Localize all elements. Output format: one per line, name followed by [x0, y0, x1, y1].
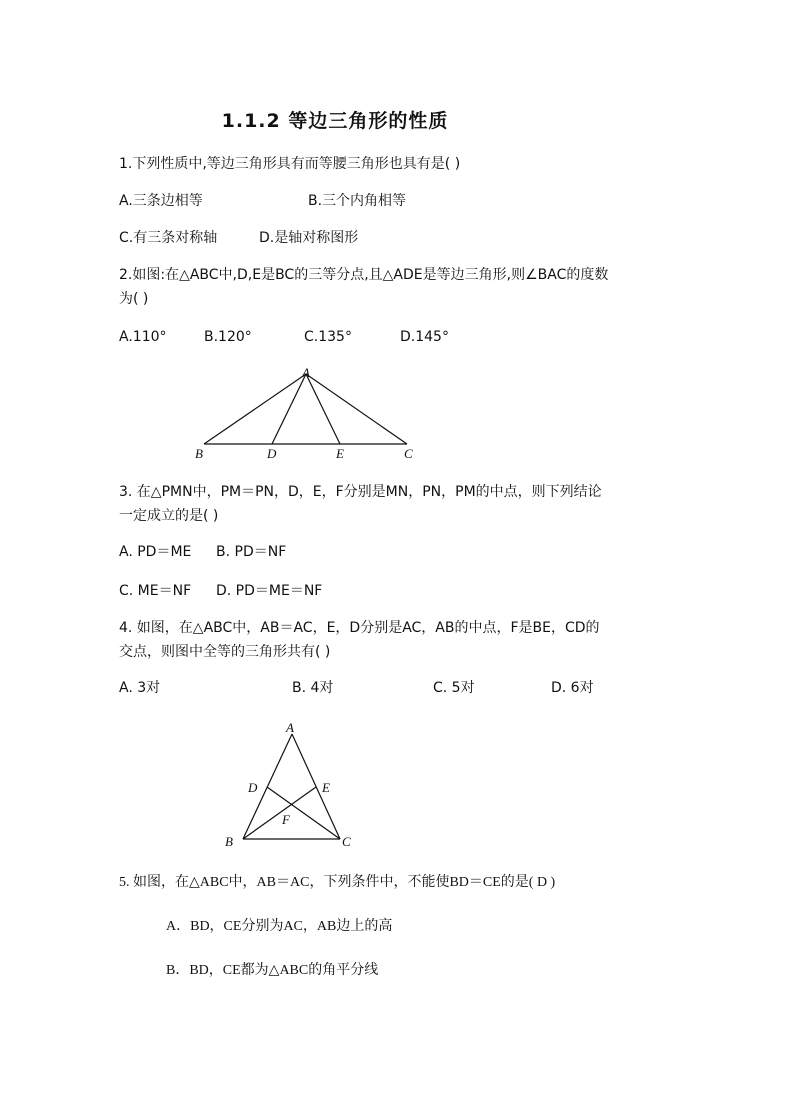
question-4-figure — [220, 712, 370, 854]
label-c: C — [342, 834, 351, 849]
label-e: E — [336, 446, 344, 461]
question-2-option-b: B.120° — [204, 329, 252, 345]
question-5-option-a: A．BD，CE分别为AC，AB边上的高 — [166, 919, 393, 934]
segment-ac — [292, 734, 340, 839]
question-3-option-a: A. PD＝ME — [119, 544, 192, 560]
page-title: 1.1.2 等边三角形的性质 — [221, 110, 449, 132]
question-1-stem: 1.下列性质中,等边三角形具有而等腰三角形也具有是( ) — [119, 156, 461, 172]
question-5-option-b: B．BD，CE都为△ABC的角平分线 — [166, 963, 379, 978]
question-4-option-d: D. 6对 — [551, 680, 594, 696]
label-a: A — [302, 365, 310, 380]
question-2-figure — [190, 362, 425, 464]
question-4-option-a: A. 3对 — [119, 680, 161, 696]
question-5-stem: 5. 如图，在△ABC中，AB＝AC，下列条件中，不能使BD＝CE的是( D ) — [119, 875, 556, 890]
question-3-option-c: C. ME＝NF — [119, 583, 192, 599]
label-b: B — [225, 834, 233, 849]
question-3-stem-line1: 3. 在△PMN中，PM＝PN，D，E，F分别是MN，PN，PM的中点，则下列结论 — [119, 484, 602, 500]
segment-ab — [204, 374, 306, 444]
label-c: C — [404, 446, 413, 461]
question-1-option-c: C.有三条对称轴 — [119, 230, 218, 246]
segment-ac — [306, 374, 407, 444]
question-4-option-b: B. 4对 — [292, 680, 334, 696]
question-1-option-b: B.三个内角相等 — [308, 193, 407, 209]
question-4-option-c: C. 5对 — [433, 680, 475, 696]
question-1-option-a: A.三条边相等 — [119, 193, 203, 209]
label-e: E — [322, 780, 330, 795]
label-b: B — [195, 446, 203, 461]
label-a: A — [286, 720, 294, 735]
segment-ad — [272, 374, 306, 444]
question-2-option-d: D.145° — [400, 329, 449, 345]
question-1-option-d: D.是轴对称图形 — [259, 230, 359, 246]
question-3-option-b: B. PD＝NF — [216, 544, 287, 560]
question-4-stem-line1: 4. 如图，在△ABC中，AB＝AC，E，D分别是AC，AB的中点，F是BE，CD的 — [119, 620, 600, 636]
question-2-stem-line2: 为( ) — [119, 291, 149, 307]
label-d: D — [248, 780, 258, 795]
question-2-option-c: C.135° — [304, 329, 352, 345]
label-d: D — [267, 446, 277, 461]
question-4-stem-line2: 交点，则图中全等的三角形共有( ) — [119, 644, 331, 660]
question-3-stem-line2: 一定成立的是( ) — [119, 508, 219, 524]
question-2-option-a: A.110° — [119, 329, 167, 345]
question-2-stem-line1: 2.如图:在△ABC中,D,E是BC的三等分点,且△ADE是等边三角形,则∠BAC的度数 — [119, 267, 609, 283]
segment-ae — [306, 374, 340, 444]
label-f: F — [282, 812, 290, 827]
question-3-option-d: D. PD＝ME＝NF — [216, 583, 323, 599]
